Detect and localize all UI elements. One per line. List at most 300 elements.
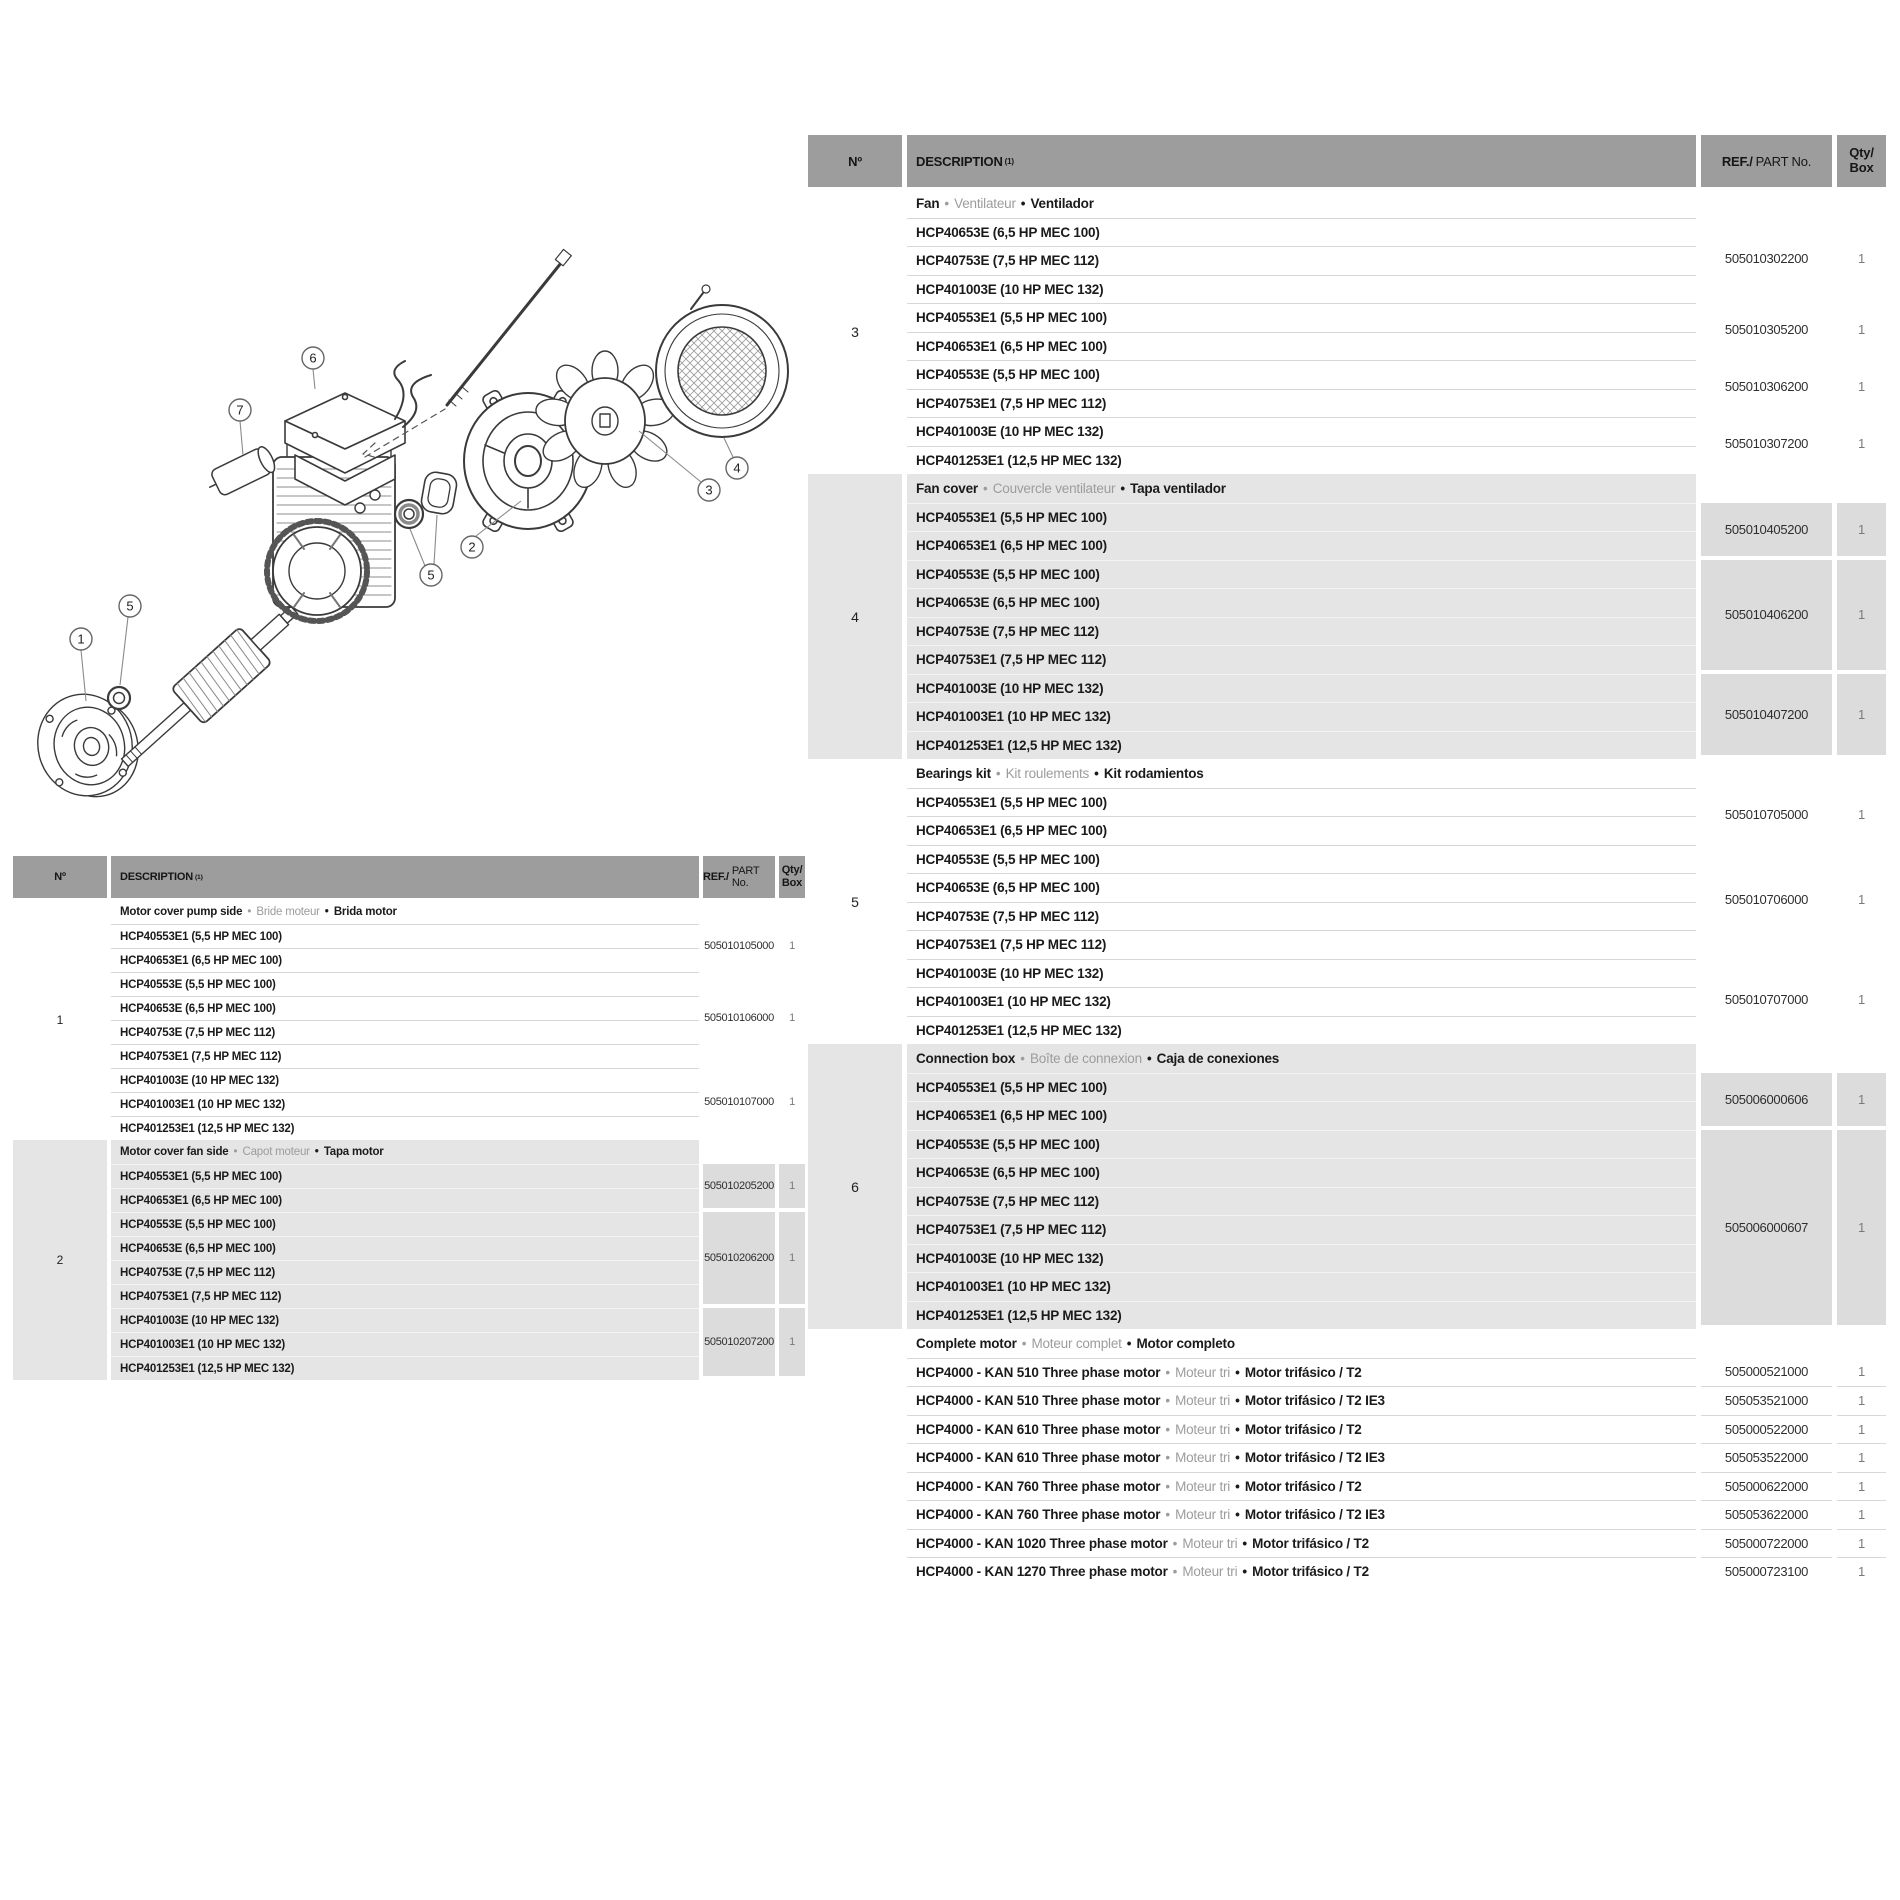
part-ref-number: 505010105000	[704, 940, 774, 952]
part-code: HCP40753E1 (7,5 HP MEC 112)	[916, 652, 1107, 668]
svg-text:5: 5	[427, 567, 435, 583]
description-column	[907, 759, 1696, 1044]
bullet-separator: •	[233, 1146, 238, 1158]
part-name-en: HCP4000 - KAN 610 Three phase motor	[916, 1450, 1161, 1466]
part-qty: 1	[1837, 1130, 1886, 1326]
part-code: HCP40553E (5,5 HP MEC 100)	[120, 978, 276, 991]
part-ref-number: 505000521000	[1724, 1364, 1809, 1380]
part-variant-row	[111, 1284, 699, 1308]
part-code: HCP40653E1 (6,5 HP MEC 100)	[916, 338, 1107, 354]
svg-text:6: 6	[309, 350, 317, 366]
part-code: HCP40553E (5,5 HP MEC 100)	[916, 367, 1100, 383]
col-header-qty: Qty/ Box	[779, 856, 805, 898]
part-group-title-row	[907, 1044, 1696, 1073]
part-code: HCP40653E1 (6,5 HP MEC 100)	[916, 538, 1107, 554]
part-ref-number: 505010407200	[1701, 674, 1832, 756]
part-name-fr: Moteur complet	[1031, 1335, 1122, 1351]
part-qty: 1	[1837, 674, 1886, 756]
capacitor-drawing	[204, 444, 278, 499]
part-qty: 1	[789, 1096, 795, 1108]
part-variant-row	[907, 1016, 1696, 1045]
ref-column	[1701, 189, 1832, 474]
exploded-view-diagram	[15, 225, 805, 805]
part-ref-number: 505010406200	[1701, 560, 1832, 670]
part-ref-number: 505053522000	[1701, 1443, 1832, 1472]
part-variant-row	[907, 1187, 1696, 1216]
part-name-en: HCP4000 - KAN 1270 Three phase motor	[916, 1564, 1168, 1580]
part-name-es: Motor trifásico / T2 IE3	[1244, 1450, 1385, 1466]
part-code: HCP40753E1 (7,5 HP MEC 112)	[916, 1222, 1107, 1238]
part-qty: 1	[1837, 1529, 1886, 1558]
part-name-es: Motor trifásico / T2 IE3	[1244, 1507, 1385, 1523]
part-code: HCP401003E (10 HP MEC 132)	[916, 965, 1104, 981]
part-name-en: HCP4000 - KAN 760 Three phase motor	[916, 1478, 1161, 1494]
description-column	[907, 1044, 1696, 1329]
part-name-es: Tapa motor	[323, 1146, 384, 1158]
part-variant-row	[907, 702, 1696, 731]
description-column	[907, 1329, 1696, 1586]
part-code: HCP40753E (7,5 HP MEC 112)	[916, 1193, 1099, 1209]
part-name-fr: Bride moteur	[256, 906, 320, 918]
part-variant-row	[907, 503, 1696, 532]
description-column	[111, 1140, 699, 1380]
col-header-ref: REF./ PART No.	[703, 856, 775, 898]
part-variant-row	[907, 959, 1696, 988]
bullet-separator: •	[1165, 1421, 1171, 1437]
parts-section	[808, 1329, 1887, 1586]
part-code: HCP40653E1 (6,5 HP MEC 100)	[120, 1194, 282, 1207]
part-code: HCP401253E1 (12,5 HP MEC 132)	[120, 1362, 295, 1375]
qty-column	[1837, 1044, 1886, 1329]
title-row-spacer	[1837, 759, 1886, 788]
part-name-fr: Moteur tri	[1175, 1450, 1231, 1466]
part-code: HCP40553E (5,5 HP MEC 100)	[916, 566, 1100, 582]
part-ref-number: 505010106000	[704, 1012, 774, 1024]
part-name-en: HCP4000 - KAN 510 Three phase motor	[916, 1364, 1161, 1380]
part-code: HCP40553E (5,5 HP MEC 100)	[120, 1218, 276, 1231]
part-variant-row	[907, 1215, 1696, 1244]
part-ref-number: 505010305200	[1724, 322, 1809, 337]
part-name-en: Motor cover pump side	[120, 906, 243, 918]
part-variant-row	[907, 674, 1696, 703]
part-name-es: Tapa ventilador	[1130, 480, 1226, 496]
part-code: HCP401003E (10 HP MEC 132)	[916, 281, 1104, 297]
part-qty: 1	[1858, 1364, 1865, 1380]
part-name-en: Fan	[916, 195, 940, 211]
part-name-fr: Boîte de connexion	[1029, 1050, 1142, 1066]
title-row-spacer	[1837, 189, 1886, 218]
part-variant-row	[907, 389, 1696, 418]
part-code: HCP40653E (6,5 HP MEC 100)	[120, 1002, 276, 1015]
title-row-spacer	[1701, 474, 1832, 503]
part-name-es: Ventilador	[1030, 195, 1094, 211]
part-code: HCP40653E1 (6,5 HP MEC 100)	[916, 1108, 1107, 1124]
part-variant-row	[907, 845, 1696, 874]
part-code: HCP40553E (5,5 HP MEC 100)	[916, 1136, 1100, 1152]
part-name-es: Motor trifásico / T2	[1252, 1535, 1369, 1551]
bullet-separator: •	[1146, 1050, 1152, 1066]
part-ref-number: 505053622000	[1701, 1500, 1832, 1529]
part-code: HCP40553E1 (5,5 HP MEC 100)	[916, 310, 1107, 326]
parts-table-left	[13, 856, 806, 1380]
part-variant-row	[907, 275, 1696, 304]
part-ref-number: 505010706000	[1724, 892, 1809, 907]
part-name-fr: Moteur tri	[1175, 1421, 1231, 1437]
part-name-fr: Capot moteur	[242, 1146, 310, 1158]
bearing-pump-side-drawing	[108, 687, 130, 709]
part-variant-row	[111, 1092, 699, 1116]
part-qty: 1	[1858, 991, 1865, 1007]
part-variant-row	[111, 1164, 699, 1188]
part-variant-row	[907, 1272, 1696, 1301]
connection-box-drawing	[285, 361, 431, 505]
part-code: HCP40653E (6,5 HP MEC 100)	[916, 880, 1100, 896]
part-qty: 1	[779, 1212, 805, 1304]
part-variant-row	[907, 246, 1696, 275]
bullet-separator: •	[1126, 1335, 1132, 1351]
part-name-fr: Moteur tri	[1182, 1564, 1238, 1580]
bullet-separator: •	[1235, 1364, 1240, 1380]
part-variant-row	[111, 1236, 699, 1260]
part-code: HCP40653E (6,5 HP MEC 100)	[916, 595, 1100, 611]
table-body	[13, 900, 806, 1380]
part-variant-row	[111, 1068, 699, 1092]
part-variant-row	[111, 1212, 699, 1236]
part-code: HCP40753E (7,5 HP MEC 112)	[916, 908, 1099, 924]
part-qty: 1	[789, 1012, 795, 1024]
part-ref-number: 505010205200	[703, 1164, 775, 1208]
part-code: HCP40753E (7,5 HP MEC 112)	[916, 623, 1099, 639]
callout-6	[302, 347, 324, 389]
part-variant-row	[907, 873, 1696, 902]
title-row-spacer	[779, 900, 805, 924]
ref-column	[703, 900, 775, 1140]
part-variant-row	[907, 987, 1696, 1016]
part-qty: 1	[779, 1308, 805, 1376]
bullet-separator: •	[1021, 1335, 1027, 1351]
bullet-separator: •	[1235, 1393, 1240, 1409]
part-code: HCP401253E1 (12,5 HP MEC 132)	[916, 1022, 1122, 1038]
part-qty: 1	[1837, 1472, 1886, 1501]
bullet-separator: •	[982, 480, 988, 496]
bullet-separator: •	[1165, 1450, 1171, 1466]
part-ref-number: 505006000606	[1701, 1073, 1832, 1126]
part-ref-number: 505010705000	[1724, 806, 1809, 822]
part-group-title-row	[907, 1329, 1696, 1358]
part-qty: 1	[1837, 503, 1886, 556]
svg-text:1: 1	[77, 631, 85, 647]
table-body	[808, 189, 1887, 1586]
part-ref-number: 505010405200	[1701, 503, 1832, 556]
bullet-separator: •	[1235, 1507, 1240, 1523]
bullet-separator: •	[1235, 1478, 1240, 1494]
part-code: HCP40753E1 (7,5 HP MEC 112)	[120, 1050, 282, 1063]
part-name-en: Connection box	[916, 1050, 1016, 1066]
part-ref-number: 505010306200	[1724, 379, 1809, 394]
part-variant-row	[111, 1308, 699, 1332]
part-code: HCP401003E1 (10 HP MEC 132)	[916, 1279, 1111, 1295]
part-variant-row	[907, 816, 1696, 845]
part-qty: 1	[779, 1164, 805, 1208]
bullet-separator: •	[1094, 765, 1099, 781]
part-name-es: Motor trifásico / T2	[1252, 1564, 1369, 1580]
qty-column	[1837, 474, 1886, 759]
part-name-fr: Moteur tri	[1175, 1364, 1231, 1380]
part-variant-row	[111, 1116, 699, 1140]
section-number: 4	[808, 474, 902, 759]
col-header-qty: Qty/ Box	[1837, 135, 1886, 187]
parts-section	[808, 189, 1887, 474]
part-variant-row	[907, 1529, 1696, 1558]
part-code: HCP40753E1 (7,5 HP MEC 112)	[916, 937, 1107, 953]
svg-text:3: 3	[705, 482, 713, 498]
parts-table-right	[808, 135, 1887, 1586]
title-row-spacer	[1701, 189, 1832, 218]
svg-text:5: 5	[126, 598, 134, 614]
callout-7	[229, 399, 251, 455]
gasket-drawing	[420, 471, 458, 516]
part-variant-row	[907, 617, 1696, 646]
part-name-es: Kit rodamientos	[1103, 765, 1204, 781]
part-code: HCP40653E (6,5 HP MEC 100)	[916, 224, 1100, 240]
part-ref-number: 505010307200	[1724, 436, 1809, 451]
part-code: HCP40553E (5,5 HP MEC 100)	[916, 851, 1100, 867]
part-code: HCP40553E1 (5,5 HP MEC 100)	[916, 794, 1107, 810]
part-name-en: HCP4000 - KAN 510 Three phase motor	[916, 1393, 1161, 1409]
part-name-es: Caja de conexiones	[1156, 1050, 1280, 1066]
part-variant-row	[907, 1358, 1696, 1387]
part-variant-row	[907, 1101, 1696, 1130]
ref-column	[1701, 474, 1832, 759]
part-code: HCP401003E (10 HP MEC 132)	[916, 1250, 1104, 1266]
part-name-en: Complete motor	[916, 1335, 1017, 1351]
part-qty: 1	[1837, 1500, 1886, 1529]
part-qty: 1	[1858, 892, 1865, 907]
part-ref-number: 505010107000	[704, 1096, 774, 1108]
table-header	[808, 135, 1887, 187]
part-variant-row	[907, 731, 1696, 760]
ref-column	[1701, 759, 1832, 1044]
part-variant-row	[907, 531, 1696, 560]
part-name-es: Motor trifásico / T2	[1244, 1478, 1362, 1494]
part-variant-row	[907, 1244, 1696, 1273]
part-variant-row	[907, 902, 1696, 931]
title-row-spacer	[1837, 474, 1886, 503]
part-variant-row	[111, 972, 699, 996]
part-code: HCP401003E1 (10 HP MEC 132)	[120, 1098, 286, 1111]
part-code: HCP40553E1 (5,5 HP MEC 100)	[916, 1079, 1107, 1095]
col-header-ref: REF./ PART No.	[1701, 135, 1832, 187]
bullet-separator: •	[1120, 480, 1126, 496]
part-qty: 1	[1837, 560, 1886, 670]
part-variant-row	[907, 360, 1696, 389]
part-qty: 1	[1858, 806, 1865, 822]
part-variant-row	[907, 645, 1696, 674]
section-number: 1	[56, 1013, 64, 1027]
bullet-separator: •	[944, 195, 950, 211]
section-number	[808, 1329, 902, 1586]
part-code: HCP40753E (7,5 HP MEC 112)	[120, 1026, 276, 1039]
part-qty: 1	[1837, 1443, 1886, 1472]
part-variant-row	[907, 332, 1696, 361]
col-header-description: DESCRIPTION (1)	[111, 856, 699, 898]
qty-column	[1837, 189, 1886, 474]
col-header-no: Nº	[808, 135, 902, 187]
qty-column	[779, 900, 805, 1140]
part-variant-row	[111, 1356, 699, 1380]
part-qty: 1	[1858, 436, 1865, 451]
part-code: HCP401003E (10 HP MEC 132)	[916, 680, 1104, 696]
callout-1	[70, 628, 92, 701]
part-variant-row	[111, 1020, 699, 1044]
part-name-en: Motor cover fan side	[120, 1146, 229, 1158]
ref-column	[1701, 1329, 1832, 1586]
part-variant-row	[111, 1044, 699, 1068]
part-name-en: Bearings kit	[916, 765, 991, 781]
part-variant-row	[111, 996, 699, 1020]
part-code: HCP40753E (7,5 HP MEC 112)	[120, 1266, 276, 1279]
part-name-fr: Moteur tri	[1182, 1535, 1238, 1551]
part-code: HCP40653E1 (6,5 HP MEC 100)	[120, 954, 282, 967]
bullet-separator: •	[995, 765, 1001, 781]
part-variant-row	[111, 948, 699, 972]
part-variant-row	[111, 1260, 699, 1284]
parts-section	[13, 900, 806, 1140]
part-variant-row	[907, 1472, 1696, 1501]
title-row-spacer	[1837, 1044, 1886, 1073]
part-variant-row	[907, 1130, 1696, 1159]
part-variant-row	[907, 1415, 1696, 1444]
part-name-fr: Couvercle ventilateur	[992, 480, 1116, 496]
part-group-title-row	[111, 900, 699, 924]
part-qty: 1	[1837, 1557, 1886, 1586]
ref-column	[1701, 1044, 1832, 1329]
part-variant-row	[907, 1301, 1696, 1330]
part-name-fr: Moteur tri	[1175, 1393, 1231, 1409]
part-name-en: HCP4000 - KAN 610 Three phase motor	[916, 1421, 1161, 1437]
qty-column	[779, 1140, 805, 1380]
part-code: HCP40753E (7,5 HP MEC 112)	[916, 253, 1099, 269]
part-ref-number: 505000622000	[1701, 1472, 1832, 1501]
part-variant-row	[907, 1500, 1696, 1529]
part-code: HCP401003E (10 HP MEC 132)	[120, 1314, 279, 1327]
fan-cover-drawing	[656, 305, 788, 437]
callout-4	[724, 438, 748, 479]
part-variant-row	[907, 218, 1696, 247]
part-code: HCP401253E1 (12,5 HP MEC 132)	[916, 452, 1122, 468]
bullet-separator: •	[1020, 1050, 1025, 1066]
parts-section	[808, 474, 1887, 759]
part-qty: 1	[1858, 322, 1865, 337]
ref-column	[703, 1140, 775, 1380]
parts-section	[13, 1140, 806, 1380]
part-name-es: Motor completo	[1136, 1335, 1235, 1351]
screw-drawing	[691, 285, 710, 309]
part-qty: 1	[1858, 250, 1865, 266]
part-code: HCP401003E (10 HP MEC 132)	[120, 1074, 279, 1087]
title-row-spacer	[1701, 1044, 1832, 1073]
exploded-motor-svg	[15, 225, 805, 805]
bullet-separator: •	[1242, 1564, 1248, 1580]
title-row-spacer	[703, 1140, 775, 1164]
part-code: HCP40653E1 (6,5 HP MEC 100)	[916, 823, 1107, 839]
bullet-separator: •	[1172, 1564, 1178, 1580]
part-variant-row	[907, 588, 1696, 617]
part-ref-number: 505000723100	[1701, 1557, 1832, 1586]
part-name-en: Fan cover	[916, 480, 978, 496]
part-code: HCP40553E1 (5,5 HP MEC 100)	[120, 930, 282, 943]
part-variant-row	[907, 417, 1696, 446]
table-header	[13, 856, 806, 898]
part-name-fr: Moteur tri	[1175, 1478, 1231, 1494]
part-variant-row	[907, 1386, 1696, 1415]
part-name-fr: Ventilateur	[954, 195, 1016, 211]
part-code: HCP401003E (10 HP MEC 132)	[916, 424, 1104, 440]
qty-column	[1837, 1329, 1886, 1586]
part-code: HCP401003E1 (10 HP MEC 132)	[916, 709, 1111, 725]
section-number: 6	[808, 1044, 902, 1329]
title-row-spacer	[1701, 759, 1832, 788]
part-name-en: HCP4000 - KAN 1020 Three phase motor	[916, 1535, 1168, 1551]
bullet-separator: •	[1242, 1535, 1248, 1551]
part-variant-row	[907, 303, 1696, 332]
col-header-description: DESCRIPTION (1)	[907, 135, 1696, 187]
part-variant-row	[907, 788, 1696, 817]
svg-text:7: 7	[236, 402, 244, 418]
bullet-separator: •	[1235, 1450, 1240, 1466]
part-qty: 1	[1837, 1415, 1886, 1444]
part-variant-row	[907, 930, 1696, 959]
part-variant-row	[907, 1557, 1696, 1586]
bearing-fan-side-drawing	[395, 500, 423, 528]
part-qty: 1	[1858, 379, 1865, 394]
part-ref-number: 505010707000	[1724, 991, 1809, 1007]
part-group-title-row	[111, 1140, 699, 1164]
title-row-spacer	[1701, 1329, 1832, 1358]
bullet-separator: •	[324, 906, 329, 918]
svg-text:2: 2	[468, 539, 476, 555]
part-group-title-row	[907, 759, 1696, 788]
rotor-shaft-drawing	[109, 592, 311, 780]
part-code: HCP401253E1 (12,5 HP MEC 132)	[916, 1307, 1122, 1323]
part-variant-row	[907, 1158, 1696, 1187]
part-code: HCP40553E1 (5,5 HP MEC 100)	[120, 1170, 282, 1183]
part-name-es: Motor trifásico / T2	[1244, 1364, 1362, 1380]
callout-3	[639, 431, 720, 501]
part-code: HCP40553E1 (5,5 HP MEC 100)	[916, 509, 1107, 525]
part-qty: 1	[789, 940, 795, 952]
bullet-separator: •	[1235, 1421, 1240, 1437]
callout-5	[119, 595, 141, 685]
bullet-separator: •	[314, 1146, 319, 1158]
part-code: HCP401253E1 (12,5 HP MEC 132)	[120, 1122, 295, 1135]
part-code: HCP40753E1 (7,5 HP MEC 112)	[916, 395, 1107, 411]
bullet-separator: •	[1020, 195, 1026, 211]
part-variant-row	[907, 560, 1696, 589]
part-code: HCP401003E1 (10 HP MEC 132)	[120, 1338, 286, 1351]
part-code: HCP401003E1 (10 HP MEC 132)	[916, 994, 1111, 1010]
part-ref-number: 505010206200	[703, 1212, 775, 1304]
part-variant-row	[111, 1188, 699, 1212]
bullet-separator: •	[1165, 1478, 1171, 1494]
part-ref-number: 505000522000	[1701, 1415, 1832, 1444]
part-qty: 1	[1837, 1073, 1886, 1126]
bullet-separator: •	[247, 906, 252, 918]
svg-text:4: 4	[733, 460, 741, 476]
section-number: 5	[851, 893, 859, 910]
part-ref-number: 505010207200	[703, 1308, 775, 1376]
bullet-separator: •	[1165, 1364, 1171, 1380]
